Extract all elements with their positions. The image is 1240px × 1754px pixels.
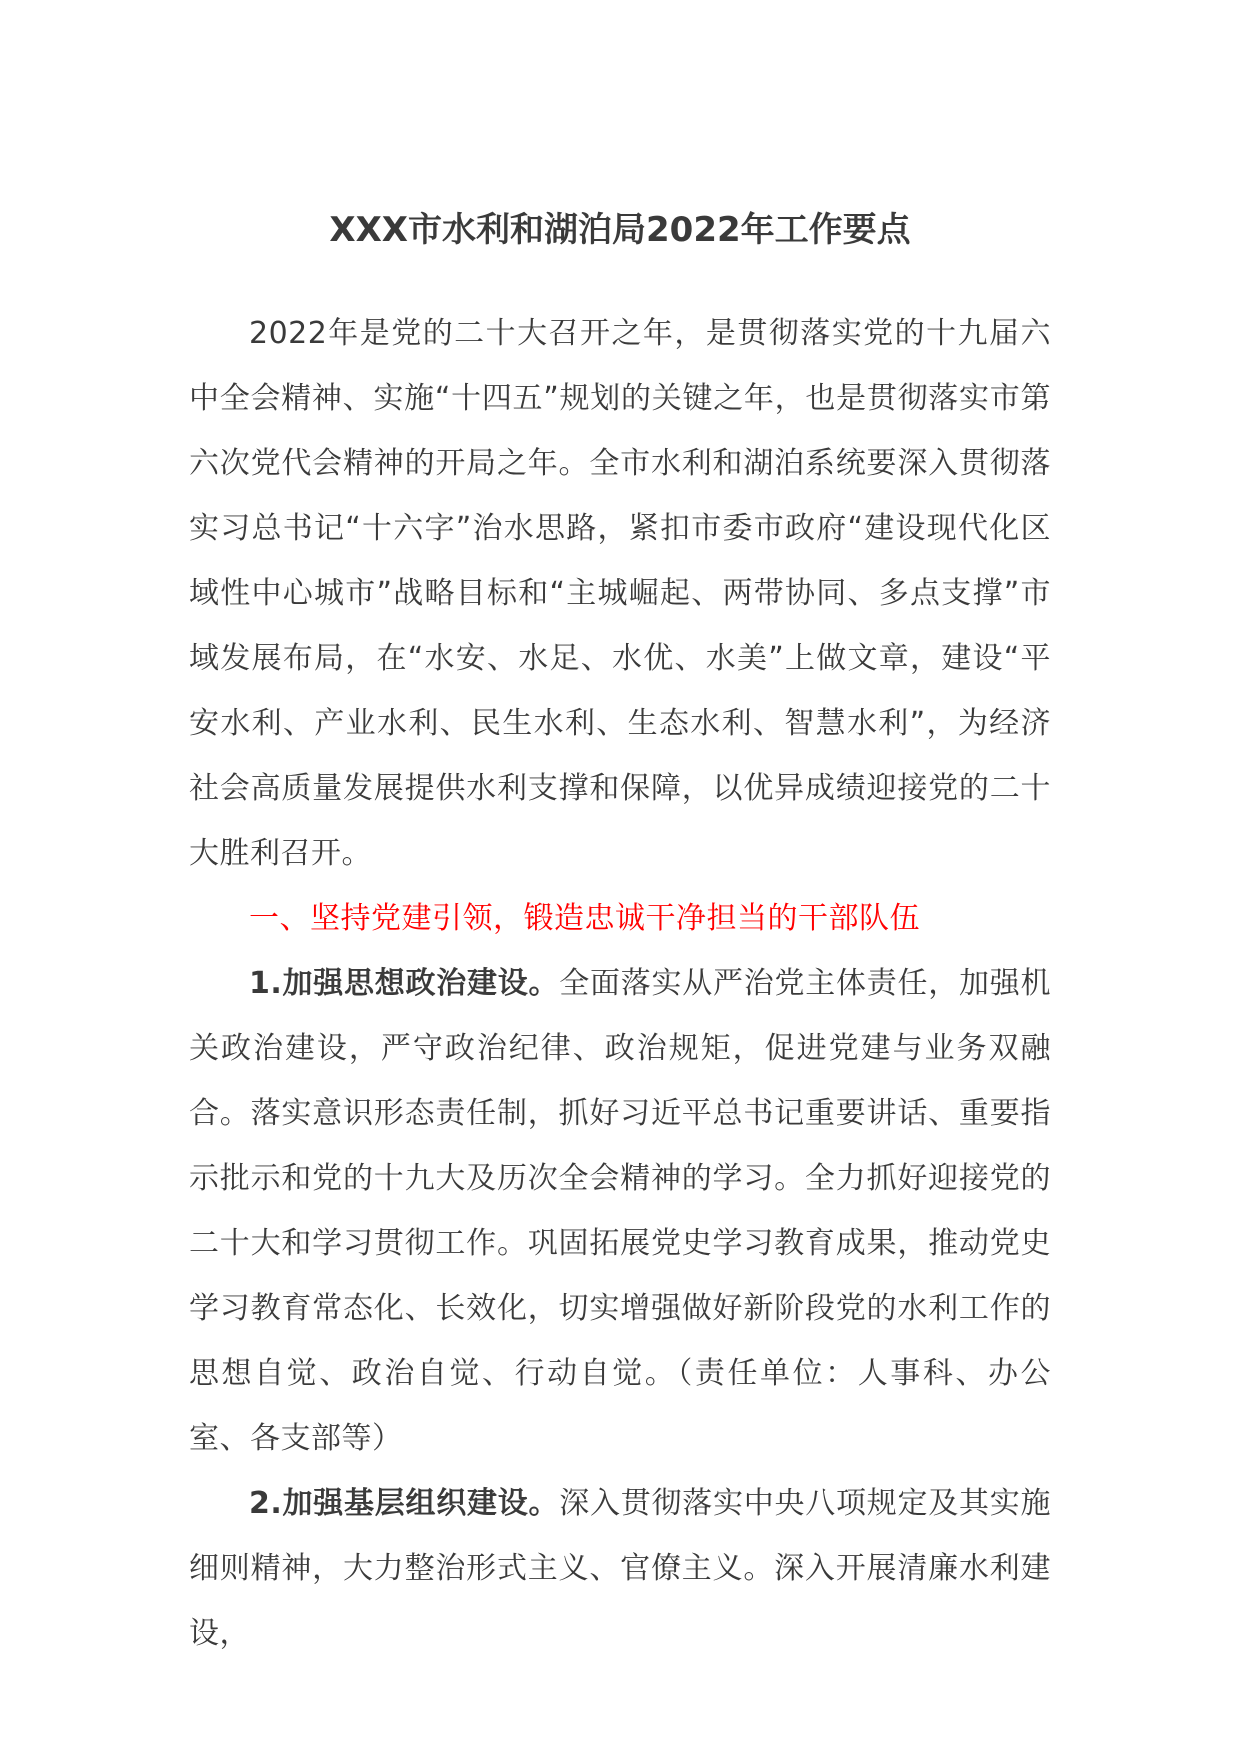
item-text-1: 全面落实从严治党主体责任，加强机关政治建设，严守政治纪律、政治规矩，促进党建与业务双融合。落实意识形态责任制，抓好习近平总书记重要讲话、重要指示批示和党的十九大及历次全会精神的学习。全力抓好迎接党的二十大和学习贯彻工作。巩固拓展党史学习教育成果，推动党史学习教育常态化、长效化，切实增强做好新阶段党的水利工作的思想自觉、政治自觉、行动自觉。（责任单位：人事科、办公室、各支部等） bbox=[189, 966, 1051, 1456]
item-text-2: 深入贯彻落实中央八项规定及其实施细则精神，大力整治形式主义、官僚主义。深入开展清廉水利建设， bbox=[189, 1486, 1051, 1651]
item-lead-2: 2.加强基层组织建设。 bbox=[249, 1486, 560, 1521]
item-lead-1: 1.加强思想政治建设。 bbox=[249, 966, 560, 1001]
document-title: XXX市水利和湖泊局2022年工作要点 bbox=[329, 210, 911, 250]
item-paragraph-1 bbox=[189, 951, 1051, 1471]
section-heading: 一、坚持党建引领，锻造忠诚干净担当的干部队伍 bbox=[249, 901, 920, 936]
document-body bbox=[189, 301, 1051, 1666]
intro-paragraph: 2022年是党的二十大召开之年，是贯彻落实党的十九届六中全会精神、实施“十四五”规划的关键之年，也是贯彻落实市第六次党代会精神的开局之年。全市水利和湖泊系统要深入贯彻落实习总书记“十六字”治水思路，紧扣市委市政府“建设现代化区域性中心城市”战略目标和“主城崛起、两带协同、多点支撑”市域发展布局，在“水安、水足、水优、水美”上做文章，建设“平安水利、产业水利、民生水利、生态水利、智慧水利”，为经济社会高质量发展提供水利支撑和保障，以优异成绩迎接党的二十大胜利召开。 bbox=[189, 316, 1051, 871]
item-paragraph-2 bbox=[189, 1471, 1051, 1666]
